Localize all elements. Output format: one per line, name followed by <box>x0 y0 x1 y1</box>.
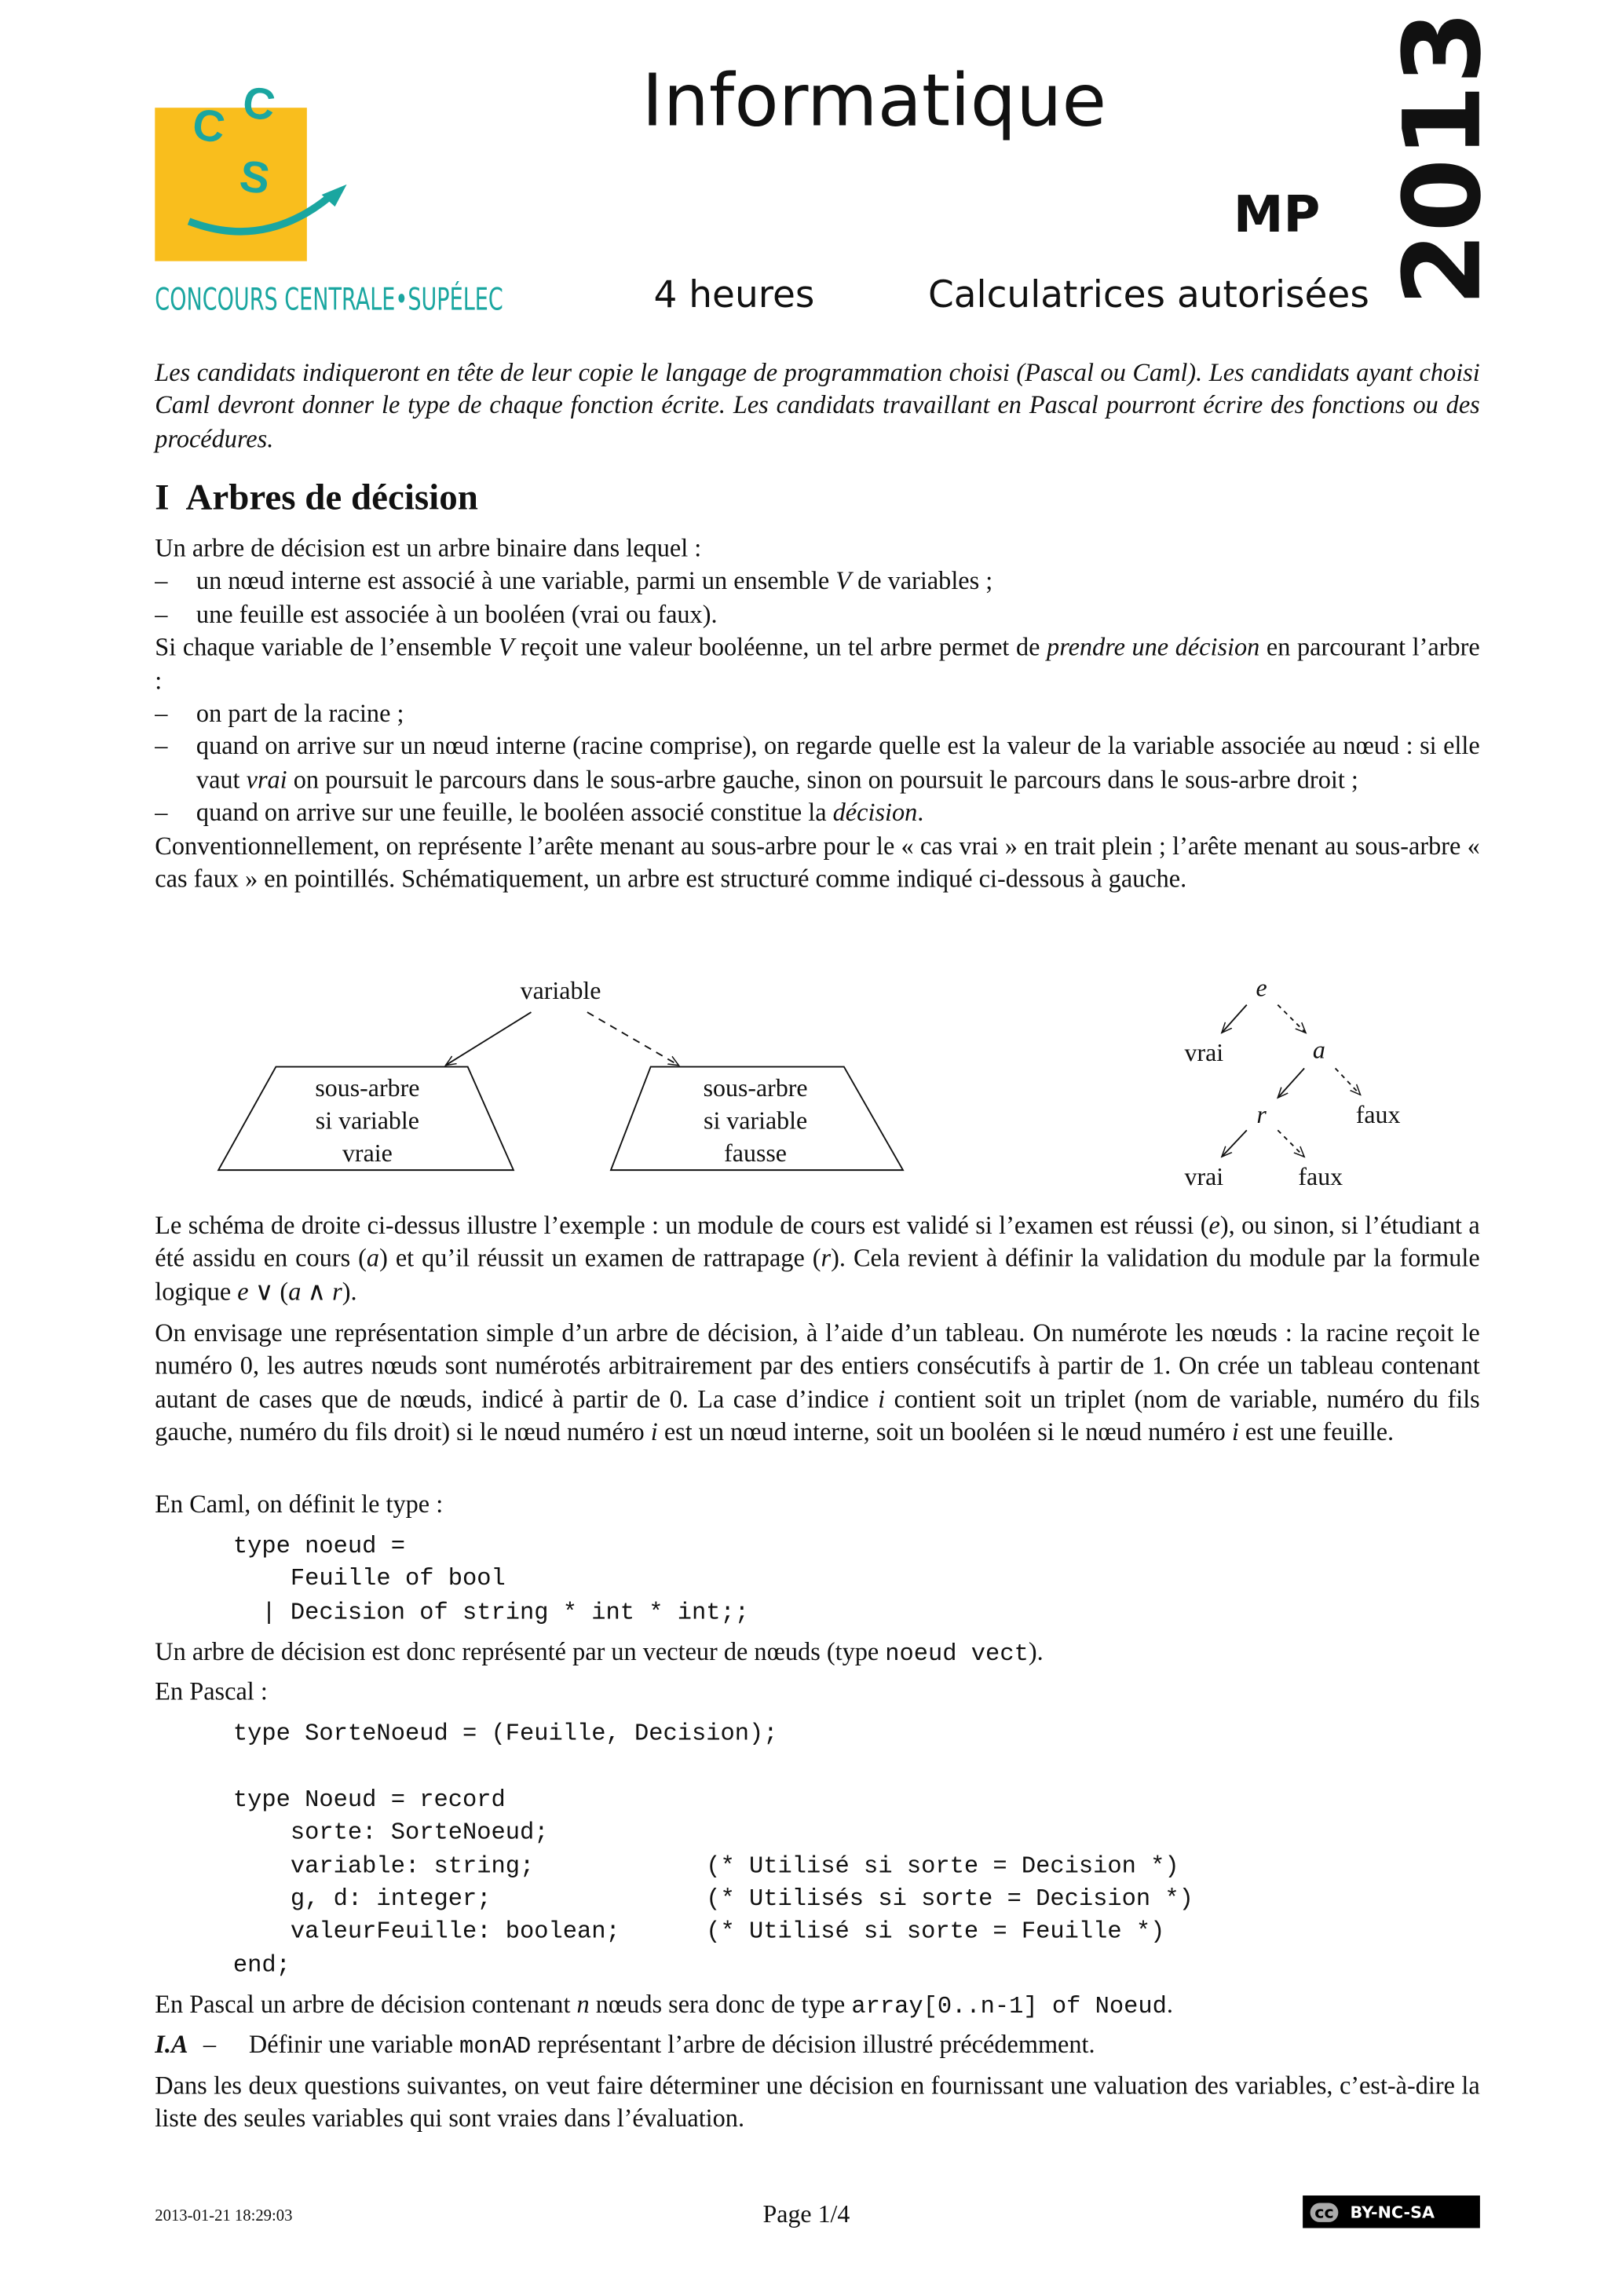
root-label: variable <box>520 977 601 1005</box>
pascal-code: type SorteNoeud = (Feuille, Decision); type Noeud = record sorte: SorteNoeud; variable: string; (* Utilisé si sorte = Decision *) g, d: integer; (* Utilisés si sorte = Decision *) valeurFeuille: boolean; (* Utilisé si sorte = Feuille *) end; <box>232 1720 1193 1979</box>
left-box-line: vraie <box>342 1139 393 1167</box>
question-IA <box>155 2029 1479 2064</box>
italic-text: a <box>366 1244 380 1273</box>
logo-letter: C <box>239 76 279 130</box>
text: quand on arrive sur une feuille, le booléen associé constitue la <box>196 799 833 827</box>
example-tree-edges <box>1222 1005 1361 1157</box>
text: ∨ ( <box>248 1277 289 1306</box>
true-edge <box>1278 1068 1304 1098</box>
text: on part de la racine ; <box>196 699 404 728</box>
question-text <box>249 2031 1095 2059</box>
text: un nœud interne est associé à une variable, parmi un ensemble <box>196 567 836 596</box>
text: En Caml, on définit le type : <box>155 1490 444 1519</box>
text: en parcourant l’arbre : <box>155 633 1480 695</box>
text: Définir une variable <box>248 2030 460 2059</box>
text: ). <box>1028 1637 1044 1666</box>
tree-node-a: a <box>1312 1036 1325 1064</box>
right-box-line: sous-arbre <box>703 1074 808 1102</box>
logo-letter: C <box>189 98 228 152</box>
text: En Pascal un arbre de décision contenant <box>155 1990 577 2019</box>
italic-text: r <box>332 1277 342 1306</box>
question-label: I.A <box>155 2030 188 2059</box>
text: est un nœud interne, soit un booléen si le nœud numéro <box>657 1418 1232 1446</box>
tree-leaf: vrai <box>1184 1162 1224 1190</box>
question-dash: – <box>203 2030 216 2059</box>
example-explanation <box>155 1210 1479 1309</box>
italic-text: V <box>835 567 852 596</box>
right-box-line: si variable <box>704 1106 808 1135</box>
text: En Pascal : <box>155 1677 268 1706</box>
year: 2013 <box>1380 10 1504 306</box>
vect-line <box>155 1636 1479 1671</box>
track-label: MP <box>1233 185 1321 245</box>
true-edge <box>1222 1005 1247 1033</box>
license-label: BY-NC-SA <box>1350 2202 1435 2221</box>
text: Si chaque variable de l’ensemble <box>155 633 499 662</box>
text: nœuds sera donc de type <box>589 1990 852 2019</box>
logo-caption: CONCOURS CENTRALE•SUPÉLEC <box>155 281 663 318</box>
caml-intro <box>155 1489 1479 1522</box>
left-box-line: sous-arbre <box>315 1074 420 1102</box>
paragraph <box>155 1210 1479 1309</box>
code-text: array[0..n-1] of Noeud <box>851 1993 1167 2020</box>
caml-code: type noeud = Feuille of bool | Decision of string * int * int;; <box>232 1533 750 1626</box>
array-type-line <box>155 1989 1479 2024</box>
italic-text: i <box>878 1385 886 1413</box>
text: reçoit une valeur booléenne, un tel arbre permet de <box>514 633 1047 662</box>
italic-text: vrai <box>246 765 287 794</box>
text: contient soit un triplet (nom de variable, numéro du fils gauche, numéro du fils droit) si le nœud numéro <box>155 1385 1480 1446</box>
italic-text: e <box>237 1277 249 1306</box>
text: Un arbre de décision est un arbre binaire dans lequel : <box>155 534 702 562</box>
false-edge <box>1336 1068 1361 1095</box>
text: Le schéma de droite ci-dessus illustre l’exemple : un module de cours est validé si l’examen est réussi ( <box>155 1211 1209 1240</box>
tree-leaf: faux <box>1298 1162 1343 1190</box>
text: une feuille est associée à un booléen (vrai ou faux). <box>196 600 718 629</box>
array-representation <box>155 1318 1479 1450</box>
code-text: monAD <box>459 2033 532 2060</box>
text: ∧ <box>301 1277 333 1306</box>
italic-text: e <box>1208 1211 1220 1240</box>
italic-text: a <box>288 1277 302 1306</box>
false-edge <box>1278 1130 1304 1157</box>
text: Un arbre de décision est donc représenté par un vecteur de nœuds (type <box>155 1637 886 1666</box>
text: représentant l’arbre de décision illustré précédemment. <box>531 2030 1095 2059</box>
text: de variables ; <box>851 567 993 596</box>
text: ). Cela revient à définir la validation du module par la formule logique <box>155 1244 1480 1306</box>
text: On envisage une représentation simple d’un arbre de décision, à l’aide d’un tableau. On numérote les nœuds : la racine reçoit le numéro 0, les autres nœuds sont numérotés arbitrairement par des entiers consécutifs à partir de 1. On crée un tableau contenant autant de cases que de nœuds, indicé à partir de 0. La case d’indice <box>155 1318 1480 1413</box>
italic-text: i <box>1231 1418 1239 1446</box>
pascal-intro <box>155 1676 1479 1709</box>
italic-text: Les candidats indiqueront en tête de leur copie le langage de programmation choisi (Pascal ou Caml). Les candidats ayant choisi Caml devront donner le type de chaque fonction écrite. Les candidats travaillant en Pascal pourront écrire des fonctions ou des procédures. <box>155 358 1480 453</box>
license-badge <box>1303 2195 1479 2228</box>
cc-icon: cc <box>1307 2199 1341 2225</box>
text: ). <box>342 1277 357 1306</box>
section-number: I <box>155 477 170 518</box>
italic-text: décision <box>832 799 918 827</box>
text: est une feuille. <box>1238 1418 1395 1446</box>
logo-letter: S <box>236 150 273 204</box>
italic-text: n <box>576 1990 590 2019</box>
text: quand on arrive sur un nœud interne (racine comprise), on regarde quelle est la valeur de la variable associée au nœud : si elle vaut <box>196 732 1480 794</box>
footer-timestamp: 2013-01-21 18:29:03 <box>155 2207 293 2225</box>
text: ) et qu’il réussit un examen de rattrapage ( <box>379 1244 821 1273</box>
tree-leaf: vrai <box>1184 1039 1224 1067</box>
tree-leaf: faux <box>1355 1100 1401 1128</box>
page-number: Page 1/4 <box>762 2199 850 2228</box>
subject-title: Informatique <box>642 59 1107 144</box>
section-title: Arbres de décision <box>185 477 478 518</box>
text: . <box>1166 1990 1174 2019</box>
tree-node-e: e <box>1256 974 1267 1002</box>
false-edge <box>1278 1005 1306 1033</box>
paragraph <box>155 1318 1479 1450</box>
tree-node-r: r <box>1256 1100 1267 1128</box>
duration: 4 heures <box>653 272 815 316</box>
text: Conventionnellement, on représente l’arête menant au sous-arbre pour le « cas vrai » en trait plein ; l’arête menant au sous-arbre « cas faux » en pointillés. Schématiquement, un arbre est structuré comme indiqué ci-dessous à gauche. <box>155 832 1480 893</box>
true-edge <box>1222 1130 1247 1157</box>
text: . <box>917 799 924 827</box>
true-edge <box>445 1012 531 1066</box>
italic-text: i <box>650 1418 658 1446</box>
text: Dans les deux questions suivantes, on veut faire déterminer une décision en fournissant une valuation des variables, c’est-à-dire la liste des seules variables qui sont vraies dans l’évaluation. <box>155 2071 1480 2133</box>
italic-text: r <box>821 1244 832 1273</box>
italic-text: V <box>498 633 514 662</box>
false-edge <box>587 1012 679 1066</box>
italic-text: prendre une décision <box>1047 633 1260 662</box>
left-box-line: si variable <box>315 1106 419 1135</box>
right-box-line: fausse <box>724 1139 788 1167</box>
code-text: noeud vect <box>885 1640 1029 1668</box>
text: ), ou sinon, si l’étudiant a été assidu en cours ( <box>155 1211 1480 1273</box>
calculators-note: Calculatrices autorisées <box>927 272 1369 316</box>
final-paragraph <box>155 2070 1479 2136</box>
text: on poursuit le parcours dans le sous-arbre gauche, sinon on poursuit le parcours dans le sous-arbre droit ; <box>287 765 1358 794</box>
